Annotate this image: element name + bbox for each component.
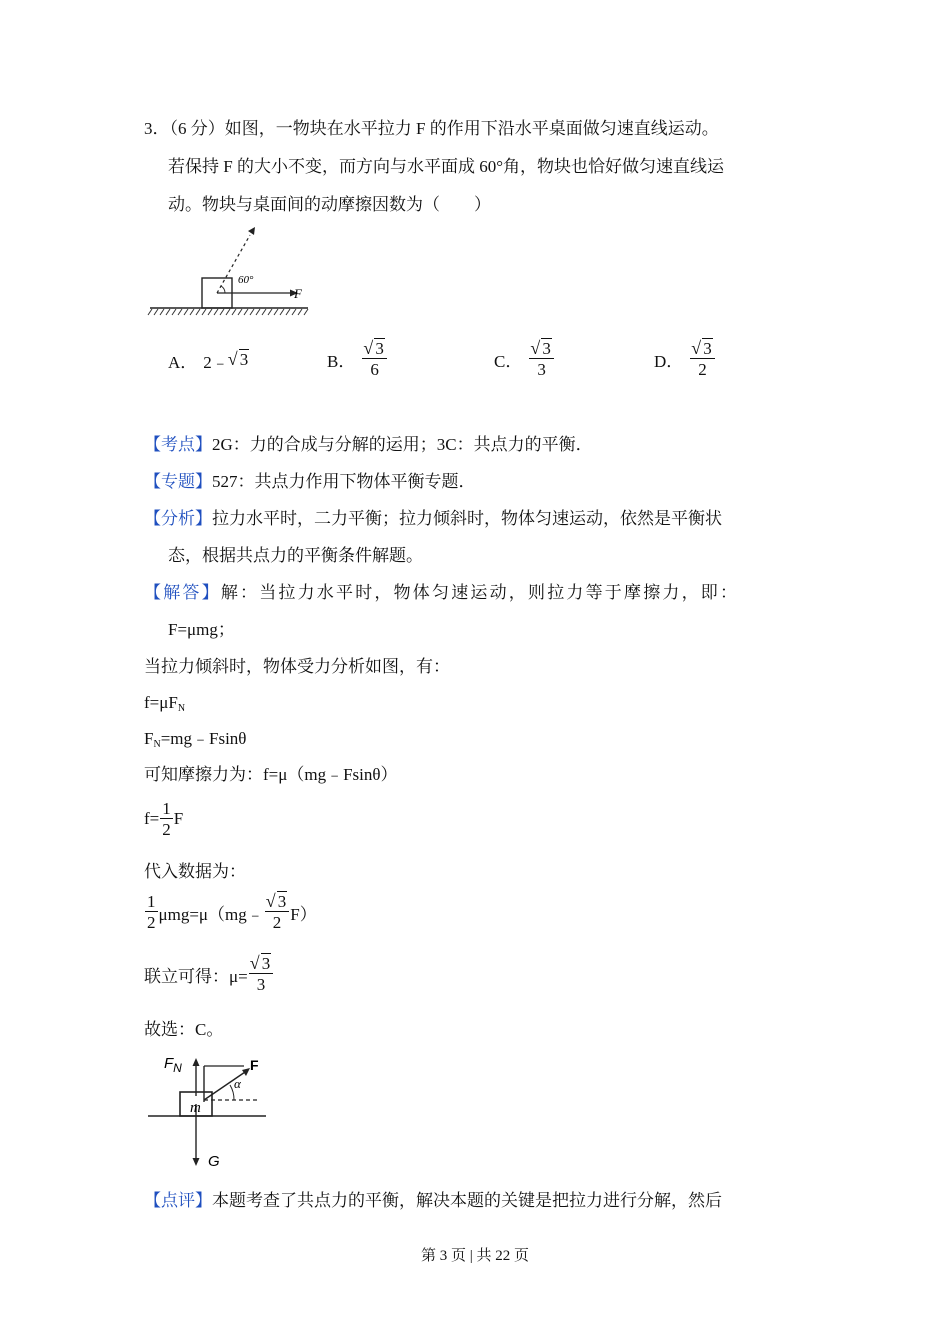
equation-result-den: 3	[256, 975, 266, 994]
jieda-line-4: 可知摩擦力为：f=μ（mg﹣Fsinθ）	[144, 765, 398, 784]
equation-half-f-num: 1	[162, 799, 171, 818]
equation-normal-main: F	[144, 729, 154, 748]
equation-substitute-den-2: 2	[272, 913, 282, 932]
option-b-denominator: 6	[370, 360, 379, 379]
equation-substitute-radicand: 3	[277, 892, 287, 911]
equation-normal	[144, 727, 246, 757]
equation-substitute-den: 2	[147, 913, 156, 932]
option-b[interactable]	[327, 336, 388, 382]
jieda-tag: 【解答】	[144, 583, 221, 602]
zhuanti-tag: 【专题】	[144, 472, 212, 491]
equation-friction-sub: N	[177, 703, 186, 714]
kaodian-line	[144, 433, 593, 457]
jieda-line-1	[144, 581, 739, 605]
option-b-fraction	[362, 340, 387, 378]
equation-friction-main: f=μF	[144, 693, 178, 712]
force-analysis-figure	[144, 1050, 284, 1170]
gravity-label: G	[208, 1153, 220, 1170]
equation-friction	[144, 691, 185, 721]
equation-half-f-pre: f=	[144, 809, 160, 828]
fn-label: $F_N$	[164, 1055, 182, 1075]
zhuanti-line	[144, 470, 476, 494]
option-c-denominator: 3	[537, 360, 546, 379]
option-a-sqrt	[229, 350, 250, 370]
option-a-radicand: 3	[239, 350, 249, 369]
equation-result-radicand: 3	[261, 954, 271, 973]
force-label: F	[294, 286, 302, 301]
block-diagram-figure	[144, 224, 314, 319]
dianping-tag: 【点评】	[144, 1191, 212, 1210]
option-c-label: C．	[494, 351, 523, 371]
equation-substitute-post: F）	[290, 904, 317, 924]
option-d-denominator: 2	[698, 360, 707, 379]
page-footer: 第 3 页 | 共 22 页	[420, 1248, 529, 1264]
option-c-radicand: 3	[542, 339, 551, 358]
equation-half-f-fraction	[160, 800, 173, 838]
equation-half-f	[144, 800, 183, 838]
question-line-1	[144, 117, 719, 141]
question-number: 3．	[144, 119, 170, 138]
equation-result	[144, 955, 274, 993]
jieda-line-5: 代入数据为：	[144, 862, 246, 881]
option-b-label: B．	[327, 351, 356, 371]
jieda-line-6: 故选：C。	[144, 1020, 224, 1039]
equation-result-fraction	[249, 955, 274, 993]
option-a-label: A．	[168, 352, 198, 372]
option-d-label: D．	[654, 351, 684, 371]
option-d-radicand: 3	[703, 339, 712, 358]
equation-half-f-den: 2	[162, 820, 171, 839]
equation-substitute-fraction-2	[265, 893, 290, 931]
option-a-pre: 2﹣	[203, 352, 229, 372]
fenxi-line-1	[144, 507, 722, 531]
kaodian-tag: 【考点】	[144, 435, 212, 454]
angle-label: 60°	[238, 274, 254, 286]
question-line-3: 动。物块与桌面间的动摩擦因数为（ ）	[168, 195, 491, 214]
equation-substitute	[144, 893, 317, 931]
kaodian-text: 2G：力的合成与分解的运用；3C：共点力的平衡．	[212, 435, 593, 454]
option-d-fraction	[690, 340, 715, 378]
equation-substitute-fraction-1	[145, 893, 158, 931]
option-a[interactable]	[168, 340, 249, 380]
equation-normal-sub: N	[153, 739, 161, 750]
mass-label: m	[190, 1100, 201, 1116]
equation-substitute-mid: μmg=μ（mg﹣	[158, 904, 264, 924]
question-line-2: 若保持 F 的大小不变，而方向与水平面成 60°角，物块也恰好做匀速直线运	[168, 157, 725, 176]
dianping-text: 本题考查了共点力的平衡，解决本题的关键是把拉力进行分解，然后	[212, 1191, 722, 1210]
fenxi-line-2: 态，根据共点力的平衡条件解题。	[168, 546, 423, 565]
zhuanti-text: 527：共点力作用下物体平衡专题．	[212, 472, 476, 491]
dianping-line	[144, 1189, 722, 1213]
option-b-radicand: 3	[375, 339, 384, 358]
fenxi-tag: 【分析】	[144, 509, 212, 528]
option-c[interactable]	[494, 336, 555, 382]
question-text-1: （6 分）如图，一物块在水平拉力 F 的作用下沿水平桌面做匀速直线运动。	[169, 119, 719, 138]
jieda-text-1: 解：当拉力水平时，物体匀速运动，则拉力等于摩擦力，即：	[220, 583, 740, 602]
equation-result-pre: 联立可得：μ=	[144, 966, 248, 986]
fenxi-text-1: 拉力水平时，二力平衡；拉力倾斜时，物体匀速运动，依然是平衡状	[212, 509, 722, 528]
equation-normal-rest: =mg﹣Fsinθ	[160, 729, 247, 748]
f-label: F	[250, 1057, 259, 1073]
option-c-fraction	[529, 340, 554, 378]
equation-half-f-post: F	[173, 809, 184, 828]
jieda-line-2: F=μmg；	[168, 620, 235, 639]
option-d[interactable]	[654, 336, 716, 382]
jieda-line-3: 当拉力倾斜时，物体受力分析如图，有：	[144, 657, 450, 676]
equation-substitute-num: 1	[147, 892, 156, 911]
alpha-label: α	[234, 1076, 241, 1091]
